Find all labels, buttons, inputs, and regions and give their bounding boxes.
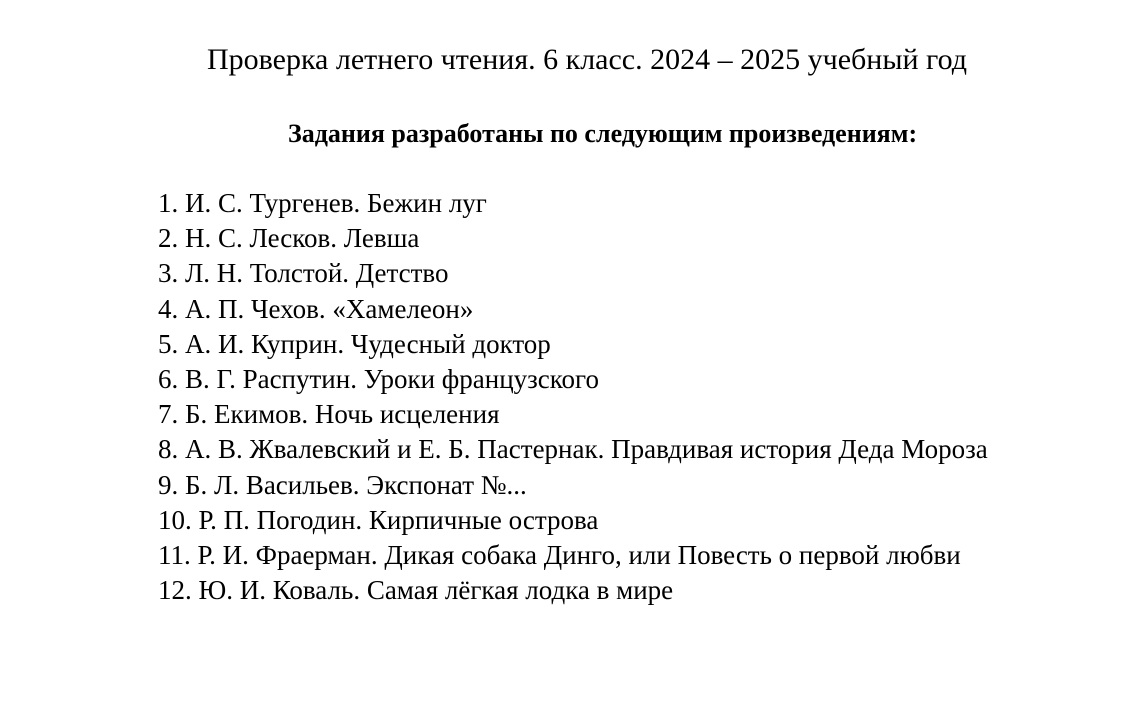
list-item: 4. А. П. Чехов. «Хамелеон»	[158, 293, 474, 324]
list-item: 11. Р. И. Фраерман. Дикая собака Динго, или Повесть о первой любви	[158, 540, 961, 571]
document-subtitle: Задания разработаны по следующим произведениям:	[288, 119, 918, 148]
list-item: 1. И. С. Тургенев. Бежин луг	[158, 188, 487, 218]
list-item: 8. А. В. Жвалевский и Е. Б. Пастернак. Правдивая история Деда Мороза	[158, 434, 988, 465]
list-item: 12. Ю. И. Коваль. Самая лёгкая лодка в мире	[158, 575, 674, 606]
list-item: 7. Б. Екимов. Ночь исцеления	[158, 399, 500, 430]
works-list	[158, 186, 988, 608]
list-item: 5. А. И. Куприн. Чудесный доктор	[158, 328, 551, 359]
list-item: 2. Н. С. Лесков. Левша	[158, 223, 420, 254]
list-item: 9. Б. Л. Васильев. Экспонат №...	[158, 469, 527, 500]
list-item: 6. В. Г. Распутин. Уроки французского	[158, 364, 599, 395]
list-item: 10. Р. П. Погодин. Кирпичные острова	[158, 504, 599, 535]
list-item: 3. Л. Н. Толстой. Детство	[158, 258, 449, 289]
document-title: Проверка летнего чтения. 6 класс. 2024 – 2025 учебный год	[206, 43, 968, 76]
